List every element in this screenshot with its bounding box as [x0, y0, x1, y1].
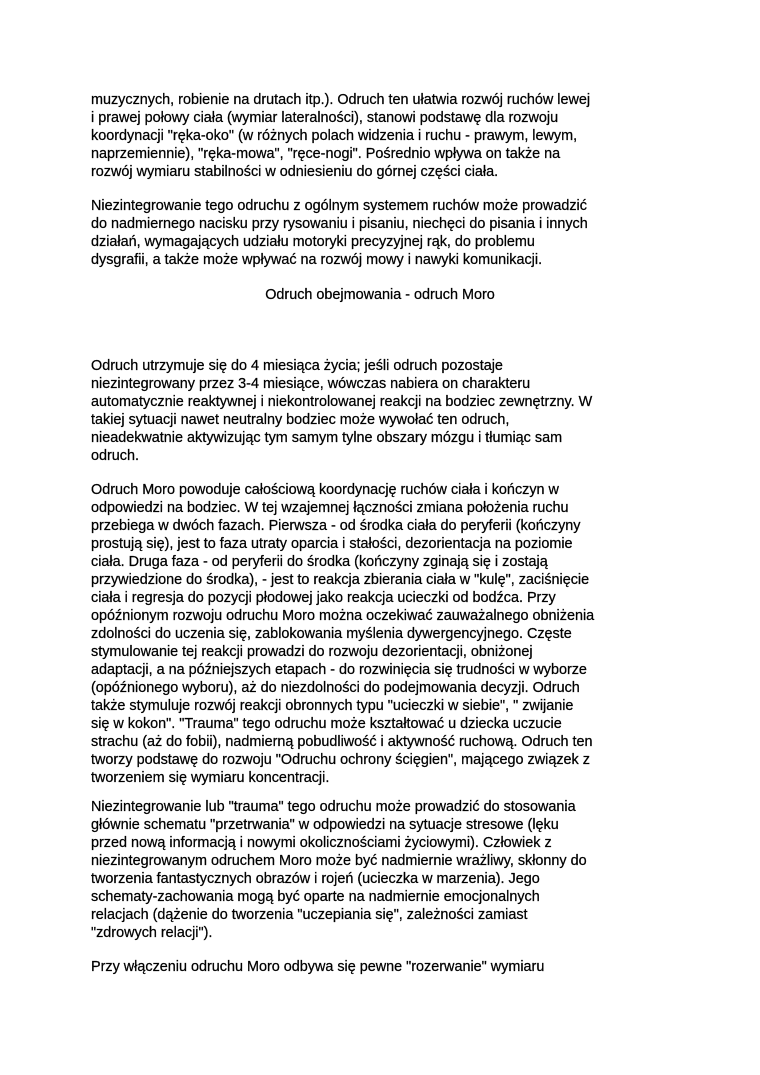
paragraph-line: do nadmiernego nacisku przy rysowaniu i pisaniu, niechęci do pisania i innych	[91, 216, 588, 232]
paragraph-line: zdolności do uczenia się, zablokowania myślenia dywergencyjnego. Częste	[91, 626, 572, 642]
paragraph-line: się w kokon". "Trauma" tego odruchu może kształtować u dziecka uczucie	[91, 716, 562, 732]
paragraph-line: "zdrowych relacji").	[91, 925, 213, 941]
paragraph-line: ciała. Druga faza - od peryferii do środka (kończyny zginają się i zostają	[91, 554, 548, 570]
paragraph-line: prostują się), jest to faza utraty oparcia i stałości, dezorientacja na poziomie	[91, 536, 573, 552]
paragraph-line: przywiedzione do środka), - jest to reakcja zbierania ciała w "kulę", zaciśnięcie	[91, 572, 590, 588]
paragraph-line: tworzenia fantastycznych obrazów i rojeń (ucieczka w marzenia). Jego	[91, 871, 540, 887]
body-paragraph-1	[91, 357, 691, 465]
paragraph-line: przebiega w dwóch fazach. Pierwsza - od środka ciała do peryferii (kończyny	[91, 518, 581, 534]
paragraph-line: i prawej połowy ciała (wymiar lateralności), stanowi podstawę dla rozwoju	[91, 110, 559, 126]
paragraph-line: odruch.	[91, 448, 139, 464]
paragraph-line: odpowiedzi na bodziec. W tej wzajemnej łączności zmiana położenia ruchu	[91, 500, 569, 516]
section-heading: Odruch obejmowania - odruch Moro	[265, 287, 495, 303]
body-paragraph-3	[91, 798, 691, 942]
paragraph-line: ciała i regresja do pozycji płodowej jako reakcja ucieczki od bodźca. Przy	[91, 590, 556, 606]
body-paragraph-4	[91, 958, 691, 976]
paragraph-line: nieadekwatnie aktywizując tym samym tylne obszary mózgu i tłumiąc sam	[91, 430, 563, 446]
paragraph-line: takiej sytuacji nawet neutralny bodziec może wywołać ten odruch,	[91, 412, 510, 428]
body-paragraph-2	[91, 481, 691, 787]
paragraph-line: niezintegrowany przez 3-4 miesiące, wówczas nabiera on charakteru	[91, 376, 531, 392]
paragraph-line: strachu (aż do fobii), nadmierną pobudliwość i aktywność ruchową. Odruch ten	[91, 734, 593, 750]
paragraph-line: dysgrafii, a także może wpływać na rozwój mowy i nawyki komunikacji.	[91, 252, 543, 268]
paragraph-line: Przy włączeniu odruchu Moro odbywa się pewne "rozerwanie" wymiaru	[91, 959, 545, 975]
paragraph-line: tworzeniem się wymiaru koncentracji.	[91, 770, 330, 786]
paragraph-line: schematy-zachowania mogą być oparte na nadmiernie emocjonalnych	[91, 889, 540, 905]
paragraph-line: koordynacji "ręka-oko" (w różnych polach widzenia i ruchu - prawym, lewym,	[91, 128, 578, 144]
paragraph-line: przed nową informacją i nowymi okolicznościami życiowymi). Człowiek z	[91, 835, 552, 851]
paragraph-line: (opóźnionego wyboru), aż do niezdolności do podejmowania decyzji. Odruch	[91, 680, 580, 696]
paragraph-line: Niezintegrowanie lub "trauma" tego odruchu może prowadzić do stosowania	[91, 799, 576, 815]
paragraph-line: relacjach (dążenie do tworzenia "uczepiania się", zależności zamiast	[91, 907, 528, 923]
paragraph-line: muzycznych, robienie na drutach itp.). Odruch ten ułatwia rozwój ruchów lewej	[91, 92, 591, 108]
paragraph-2	[91, 197, 691, 269]
paragraph-line: tworzy podstawę do rozwoju "Odruchu ochrony ścięgien", mającego związek z	[91, 752, 590, 768]
paragraph-1	[91, 91, 691, 181]
paragraph-line: działań, wymagających udziału motoryki precyzyjnej rąk, do problemu	[91, 234, 535, 250]
paragraph-line: także stymuluje rozwój reakcji obronnych typu "ucieczki w siebie", " zwijanie	[91, 698, 574, 714]
paragraph-line: Niezintegrowanie tego odruchu z ogólnym systemem ruchów może prowadzić	[91, 198, 587, 214]
paragraph-line: niezintegrowanym odruchem Moro może być nadmiernie wrażliwy, skłonny do	[91, 853, 587, 869]
paragraph-line: naprzemiennie), "ręka-mowa", "ręce-nogi". Pośrednio wpływa on także na	[91, 146, 561, 162]
paragraph-line: Odruch Moro powoduje całościową koordynację ruchów ciała i kończyn w	[91, 482, 559, 498]
paragraph-line: opóźnionym rozwoju odruchu Moro można oczekiwać zauważalnego obniżenia	[91, 608, 595, 624]
paragraph-line: stymulowanie tej reakcji prowadzi do rozwoju dezorientacji, obniżonej	[91, 644, 533, 660]
paragraph-line: Odruch utrzymuje się do 4 miesiąca życia; jeśli odruch pozostaje	[91, 358, 503, 374]
paragraph-line: rozwój wymiaru stabilności w odniesieniu do górnej części ciała.	[91, 164, 499, 180]
paragraph-line: adaptacji, a na późniejszych etapach - do rozwinięcia się trudności w wyborze	[91, 662, 587, 678]
paragraph-line: automatycznie reaktywnej i niekontrolowanej reakcji na bodziec zewnętrzny. W	[91, 394, 593, 410]
paragraph-line: głównie schematu "przetrwania" w odpowiedzi na sytuacje stresowe (lęku	[91, 817, 559, 833]
